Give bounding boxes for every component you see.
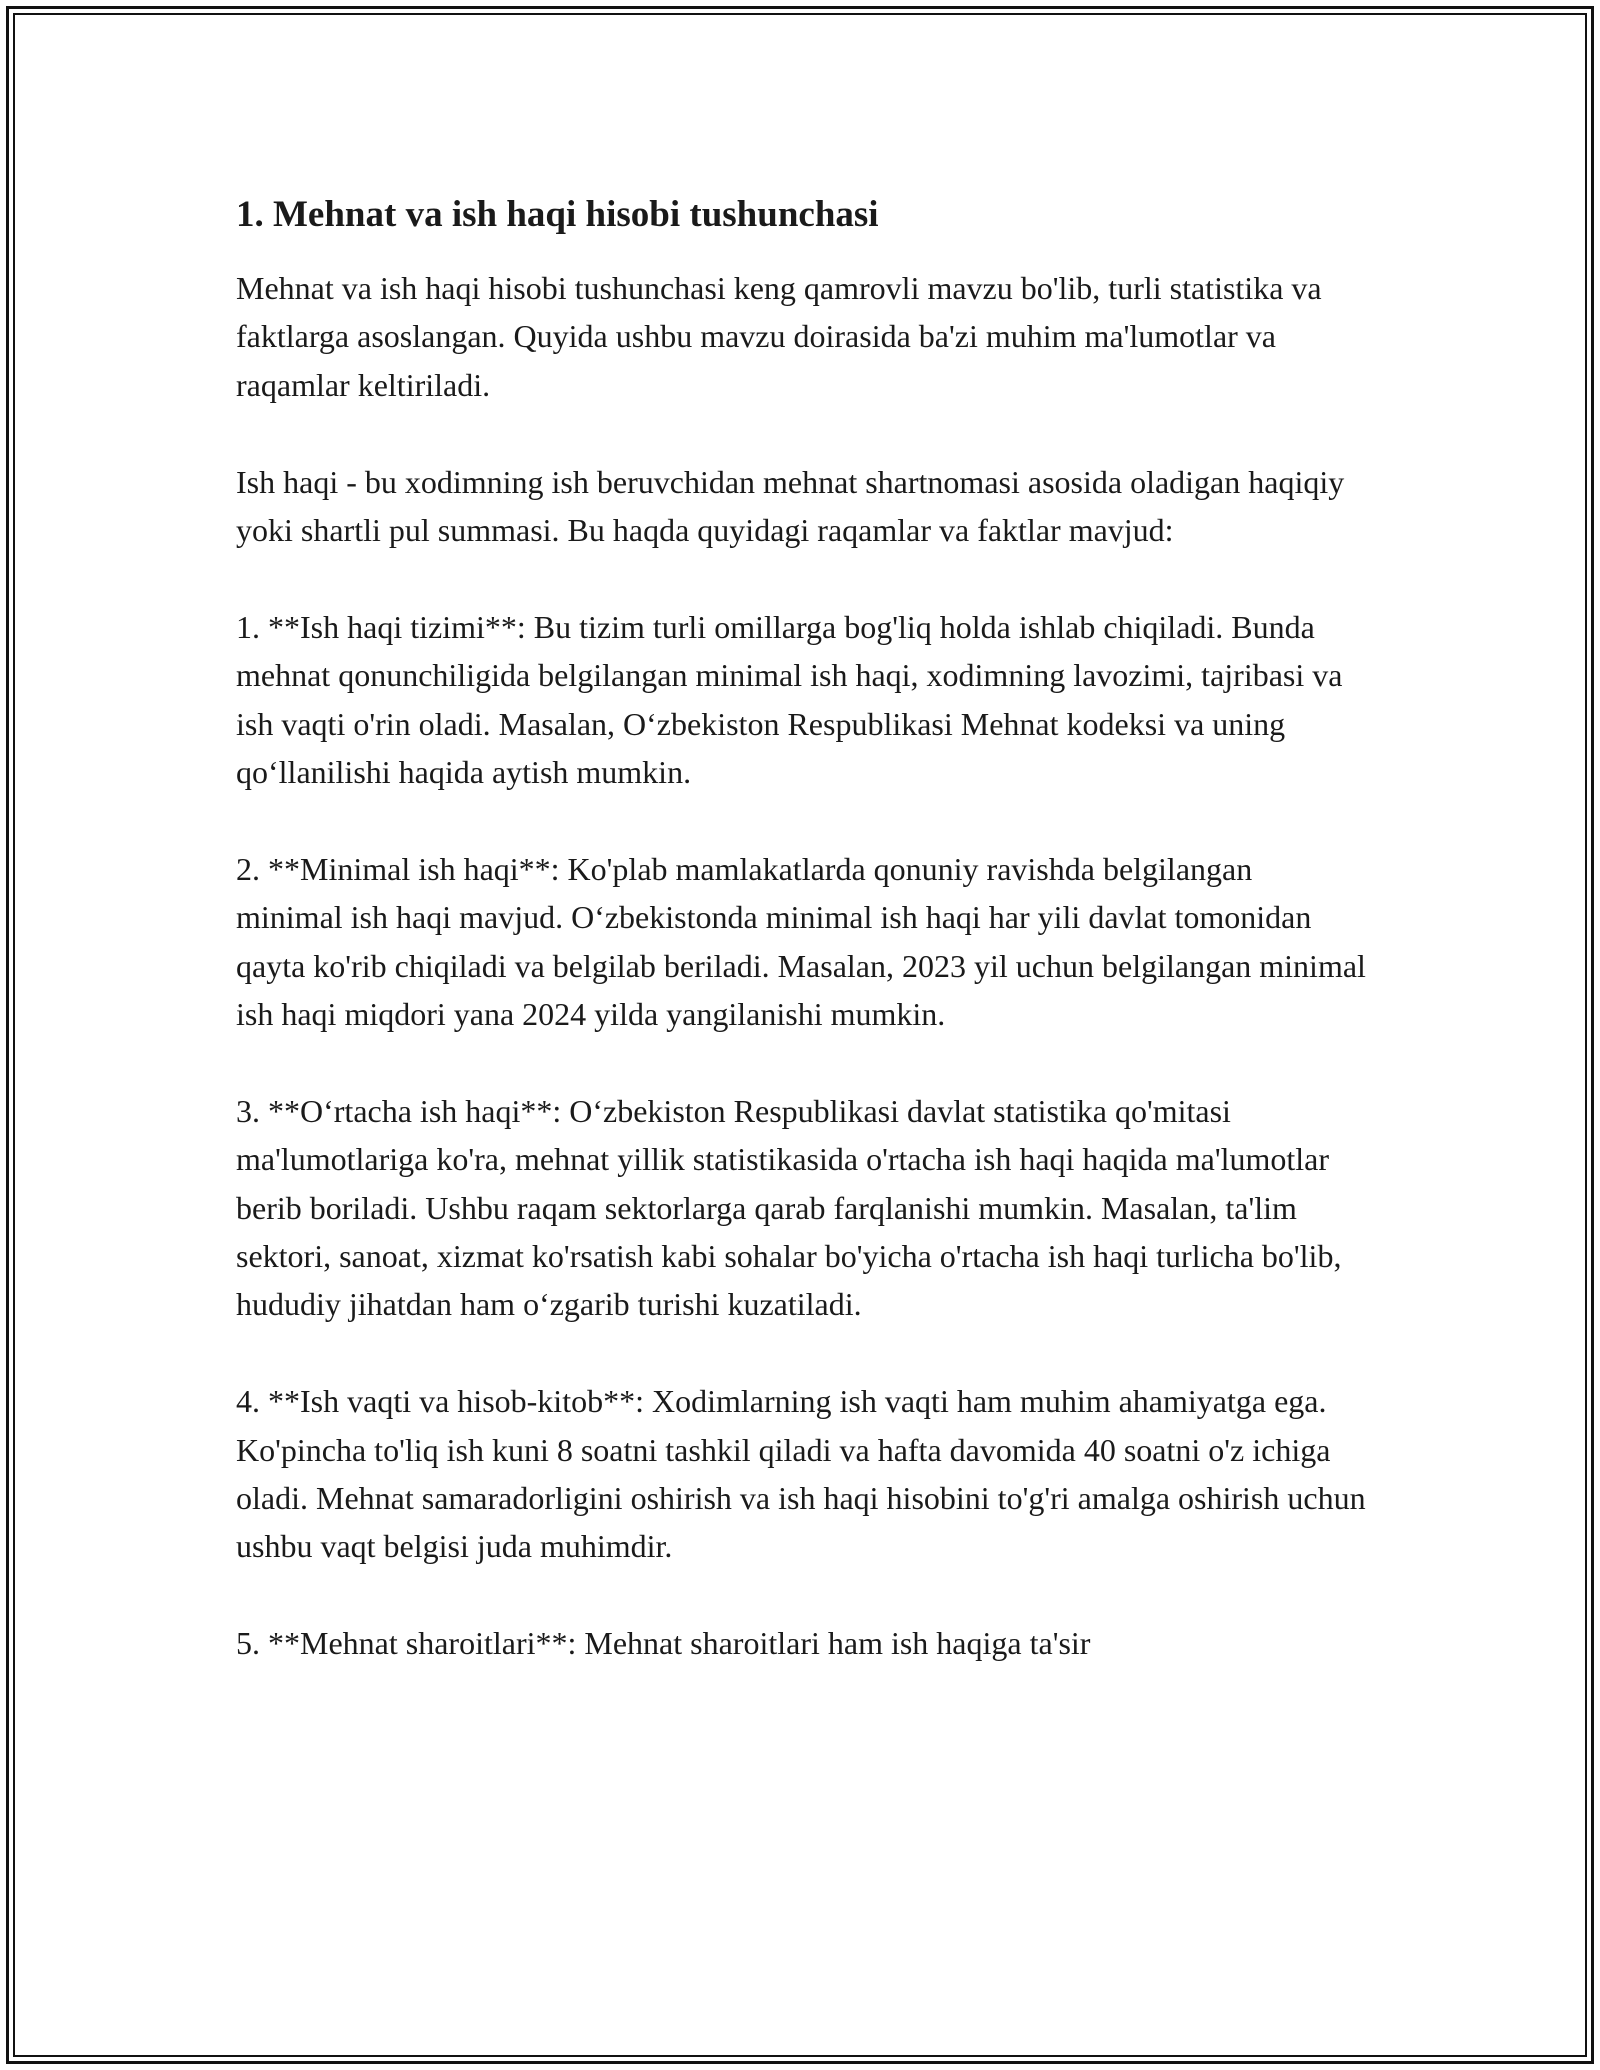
paragraph-definition: Ish haqi - bu xodimning ish beruvchidan mehnat shartnomasi asosida oladigan haqiqiy yoki shartli pul summasi. Bu haqda quyidagi raqamlar va faktlar mavjud: xyxy=(236,463,1345,549)
paragraph-item-4: 4. **Ish vaqti va hisob-kitob**: Xodimlarning ish vaqti ham muhim ahamiyatga ega. Ko'pincha to'liq ish kuni 8 soatni tashkil qiladi va hafta davomida 40 soatni o'z ichiga oladi. Mehnat samaradorligini oshirish va ish haqi hisobini to'g'ri amalga oshirish uchun ushbu vaqt belgisi juda muhimdir. xyxy=(236,1383,1366,1565)
paragraph-item-1: 1. **Ish haqi tizimi**: Bu tizim turli omillarga bog'liq holda ishlab chiqiladi. Bunda mehnat qonunchiligida belgilangan minimal ish haqi, xodimning lavozimi, tajribasi va ish vaqti o'rin oladi. Masalan, O‘zbekiston Respublikasi Mehnat kodeksi va uning qo‘llanilishi haqida aytish mumkin. xyxy=(236,608,1343,791)
paragraph-item-3: 3. **O‘rtacha ish haqi**: O‘zbekiston Respublikasi davlat statistika qo'mitasi ma'lumotlariga ko'ra, mehnat yillik statistikasida o'rtacha ish haqi haqida ma'lumotlar berib boriladi. Ushbu raqam sektorlarga qarab farqlanishi mumkin. Masalan, ta'lim sektori, sanoat, xizmat ko'rsatish kabi sohalar bo'yicha o'rtacha ish haqi turlicha bo'lib, hududiy jihatdan ham o‘zgarib turishi kuzatiladi. xyxy=(236,1092,1342,1323)
paragraph-item-5: 5. **Mehnat sharoitlari**: Mehnat sharoitlari ham ish haqiga ta'sir xyxy=(236,1625,1091,1662)
paragraph-intro: Mehnat va ish haqi hisobi tushunchasi keng qamrovli mavzu bo'lib, turli statistika va faktlarga asoslangan. Quyida ushbu mavzu doirasida ba'zi muhim ma'lumotlar va raqamlar keltiriladi. xyxy=(236,270,1322,403)
document-title: 1. Mehnat va ish haqi hisobi tushunchasi xyxy=(236,194,879,235)
paragraph-item-2: 2. **Minimal ish haqi**: Ko'plab mamlakatlarda qonuniy ravishda belgilangan minimal ish haqi mavjud. O‘zbekistonda minimal ish haqi har yili davlat tomonidan qayta ko'rib chiqiladi va belgilab beriladi. Masalan, 2023 yil uchun belgilangan minimal ish haqi miqdori yana 2024 yilda yangilanishi mumkin. xyxy=(236,850,1366,1033)
document-body xyxy=(236,182,1366,1716)
